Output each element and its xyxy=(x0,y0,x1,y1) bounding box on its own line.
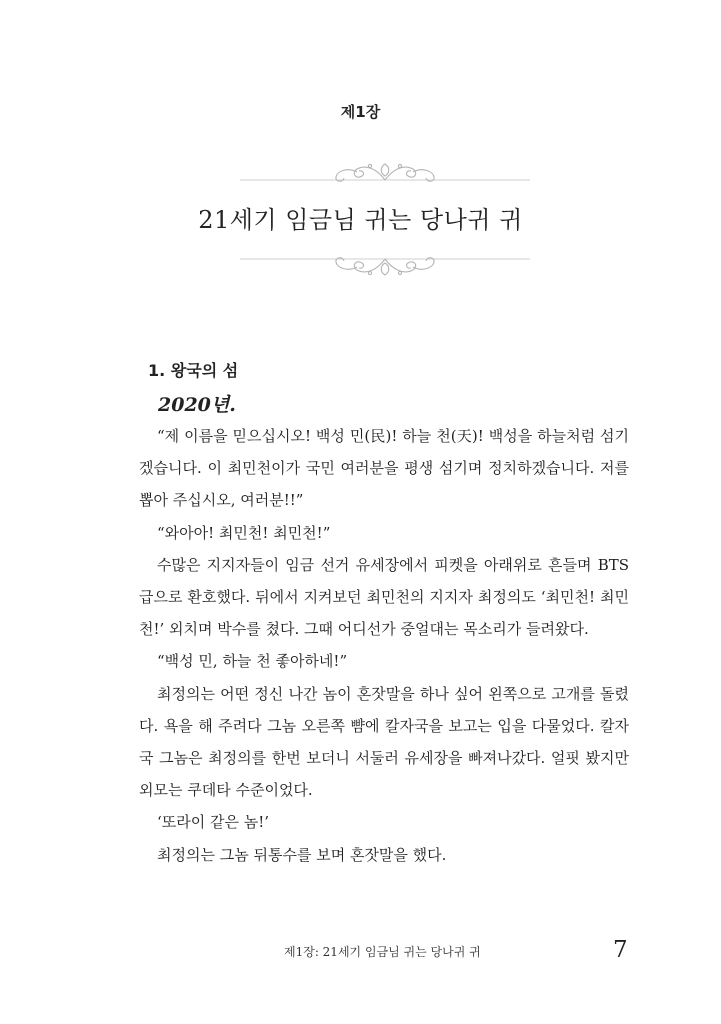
section-year: 2020년. xyxy=(158,394,236,416)
paragraph: “와아아! 최민천! 최민천!” xyxy=(157,523,331,542)
chapter-title: 21세기 임금님 귀는 당나귀 귀 xyxy=(198,206,523,234)
scroll-flourish-icon xyxy=(240,158,530,186)
paragraph: “백성 민, 하늘 천 좋아하네!” xyxy=(157,652,348,671)
scroll-flourish-icon xyxy=(240,253,530,281)
paragraph: “제 이름을 믿으십시오! 백성 민(民)! 하늘 천(天)! 백성을 하늘처럼 섬기겠습니다. 이 최민천이가 국민 여러분을 평생 섬기며 정치하겠습니다. 저를 뽑아 주십시오, 여러분!!” xyxy=(139,427,629,510)
paragraph: 최정의는 그놈 뒤통수를 보며 혼잣말을 했다. xyxy=(157,845,447,864)
page-number: 7 xyxy=(613,937,628,963)
paragraph: 수많은 지지자들이 임금 선거 유세장에서 피켓을 아래위로 흔들며 BTS급으로 환호했다. 뒤에서 지켜보던 최민천의 지지자 최정의도 ‘최민천! 최민천!’ 외치며 박수를 쳤다. 그때 어디선가 중얼대는 목소리가 들려왔다. xyxy=(139,555,629,639)
running-head: 제1장: 21세기 임금님 귀는 당나귀 귀 xyxy=(284,945,481,959)
paragraph: ‘또라이 같은 놈!’ xyxy=(157,813,270,832)
paragraph: 최정의는 어떤 정신 나간 놈이 혼잣말을 하나 싶어 왼쪽으로 고개를 돌렸다. 욕을 해 주려다 그놈 오른쪽 뺨에 칼자국을 보고는 입을 다물었다. 칼자국 그놈은 최정의를 한번 보더니 서둘러 유세장을 빠져나갔다. 얼핏 봤지만 외모는 쿠데타 수준이었다. xyxy=(139,684,629,800)
section-heading: 1. 왕국의 섬 xyxy=(148,361,239,380)
chapter-label: 제1장 xyxy=(340,103,381,121)
body-text xyxy=(139,420,629,871)
